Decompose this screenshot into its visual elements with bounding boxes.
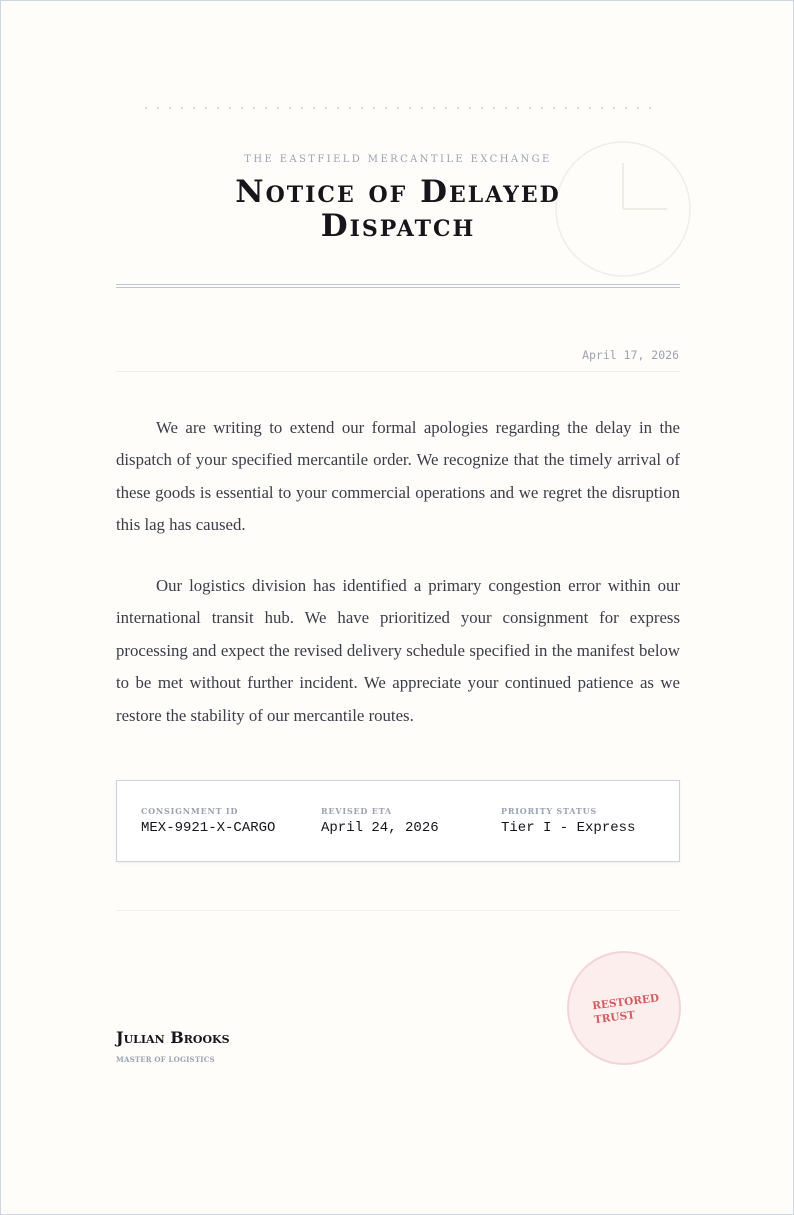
body-paragraph-1: We are writing to extend our formal apologies regarding the delay in the dispatch of your specified mercantile order. We recognize that the timely arrival of these goods is essential to your commercial operations and we regret the disruption this lag has caused. <box>116 418 680 535</box>
stamp-text <box>592 991 665 1027</box>
stamp-line-1: RESTORED <box>591 992 660 1013</box>
date-divider <box>116 371 680 372</box>
header-divider <box>116 284 680 288</box>
page-title <box>116 175 680 243</box>
priority-value: Tier I - Express <box>501 820 636 836</box>
organization-name: THE EASTFIELD MERCANTILE EXCHANGE <box>244 154 552 165</box>
priority-label: PRIORITY STATUS <box>501 806 597 816</box>
notice-date: April 17, 2026 <box>582 348 679 362</box>
consignment-label: CONSIGNMENT ID <box>141 806 239 816</box>
body-paragraph-2: Our logistics division has identified a primary congestion error within our international transit hub. We have prioritized your consignment for express processing and expect the revised delivery schedule specified in the manifest below to be met without further incident. We appreciate your continued patience as we restore the stability of our mercantile routes. <box>116 576 680 725</box>
eta-label: REVISED ETA <box>321 806 392 816</box>
priority-field <box>501 806 635 836</box>
consignment-field <box>141 806 275 836</box>
signer-name: Julian Brooks <box>116 1028 230 1047</box>
title-line-2: Dispatch <box>320 208 476 244</box>
signer-role: MASTER OF LOGISTICS <box>116 1055 215 1064</box>
eta-value: April 24, 2026 <box>321 820 439 836</box>
restored-trust-stamp <box>567 951 681 1065</box>
stamp-line-2: TRUST <box>593 1009 636 1027</box>
title-line-1: Notice of Delayed <box>235 174 561 210</box>
eta-field <box>321 806 439 836</box>
consignment-value: MEX-9921-X-CARGO <box>141 820 276 836</box>
signature-divider <box>116 910 680 911</box>
consignment-manifest <box>116 780 680 862</box>
dotted-ornament <box>140 106 656 110</box>
